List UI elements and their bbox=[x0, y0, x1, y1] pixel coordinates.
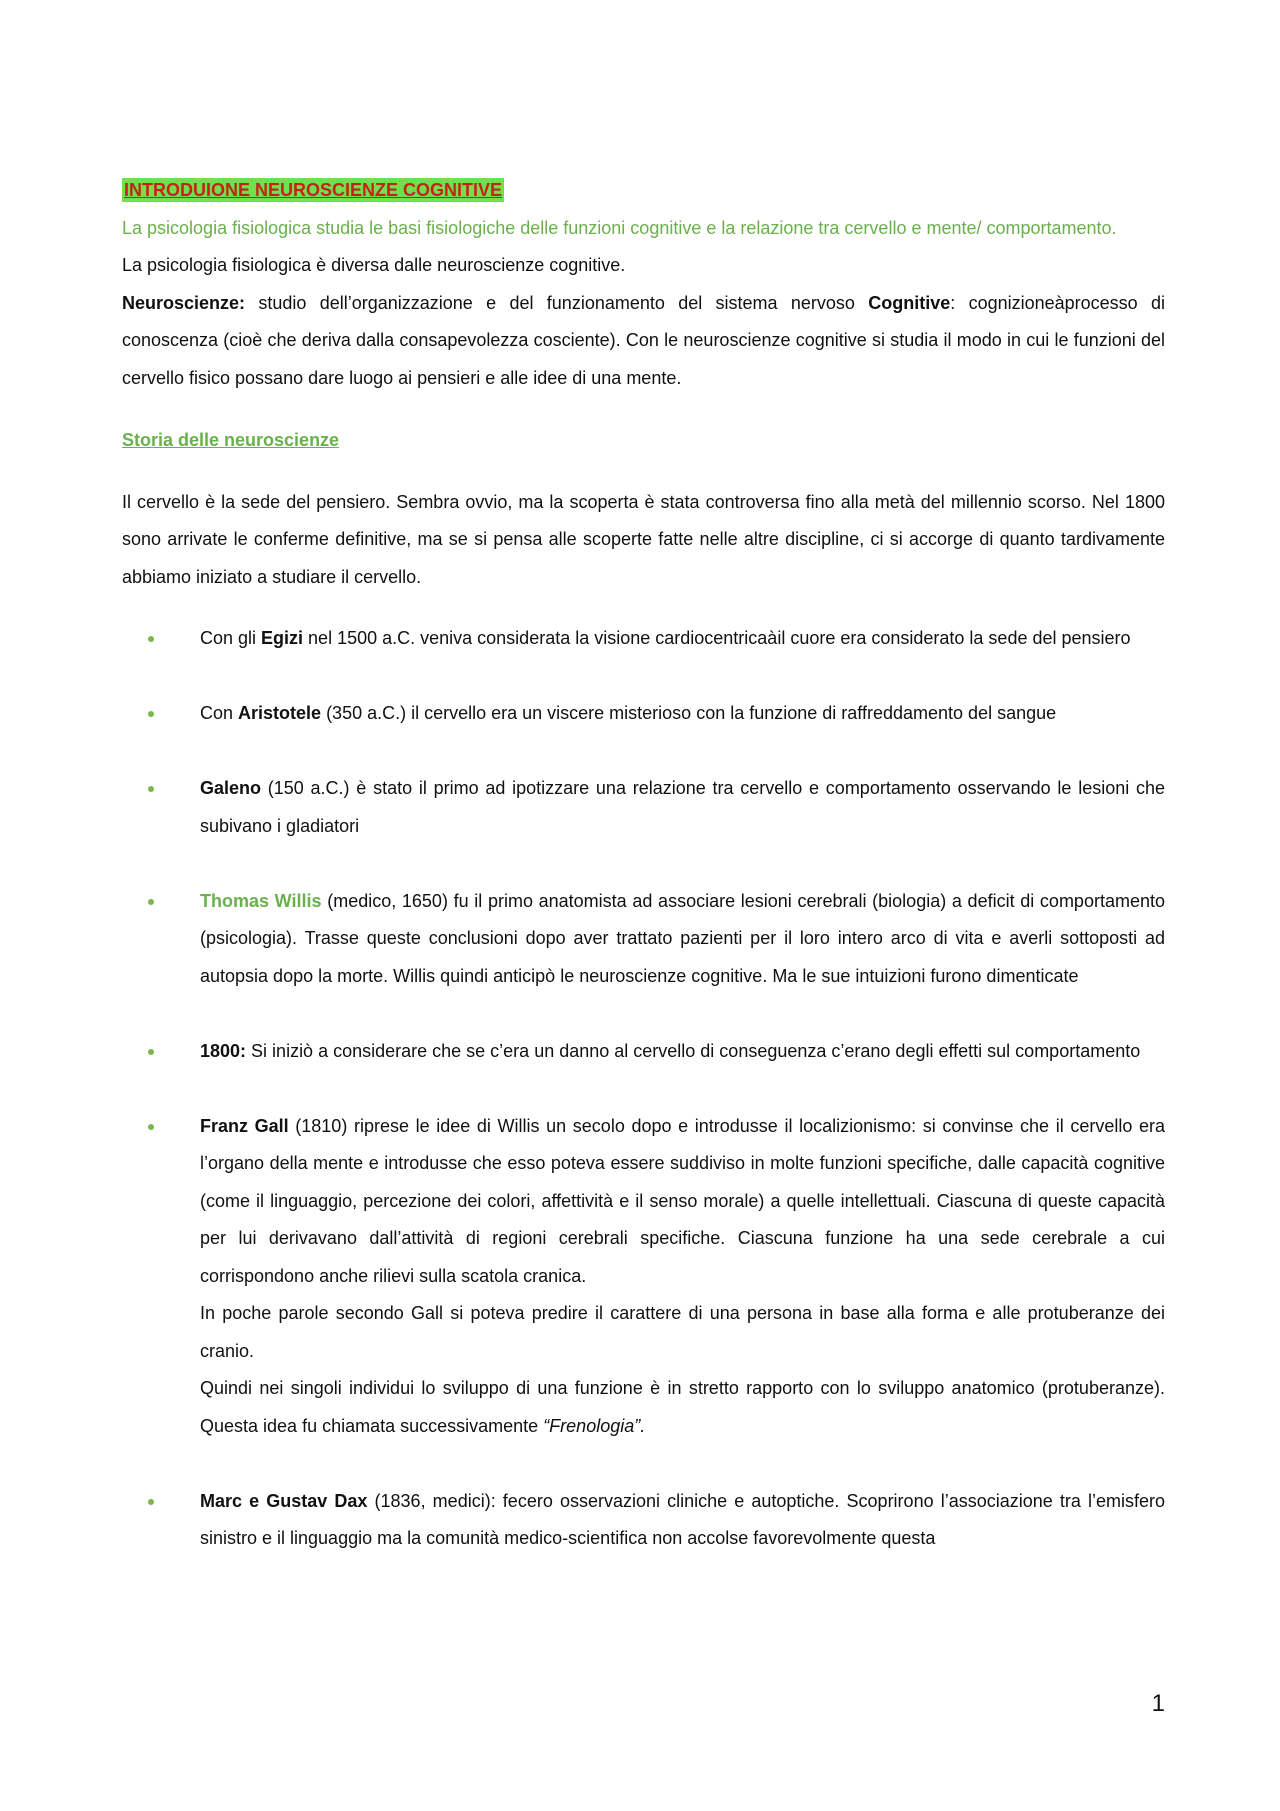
list-item-galeno: Galeno (150 a.C.) è stato il primo ad ipotizzare una relazione tra cervello e comportamento osservando le lesioni che subivano i gladiatori bbox=[122, 770, 1165, 845]
definitions-paragraph bbox=[122, 285, 1165, 398]
bullet-icon bbox=[148, 1049, 154, 1055]
list-item-1800: 1800: Si iniziò a considerare che se c’era un danno al cervello di conseguenza c’erano degli effetti sul comportamento bbox=[122, 1033, 1165, 1071]
bullet-icon bbox=[148, 899, 154, 905]
cognitive-label: Cognitive bbox=[868, 292, 951, 313]
gall-paragraph-3: Quindi nei singoli individui lo sviluppo di una funzione è in stretto rapporto con lo sviluppo anatomico (protuberanze). Questa idea fu chiamata successivamente bbox=[200, 1378, 1165, 1436]
neuroscienze-label: Neuroscienze: bbox=[122, 292, 246, 313]
document-title: INTRODUIONE NEUROSCIENZE COGNITIVE bbox=[124, 180, 503, 200]
list-item-dax: Marc e Gustav Dax (1836, medici): fecero osservazioni cliniche e autoptiche. Scoprirono l’associazione tra l’emisfero sinistro e il linguaggio ma la comunità medico-scientifica non accolse favorevolmente questa bbox=[122, 1483, 1165, 1558]
bullet-icon bbox=[148, 636, 154, 642]
bullet-icon bbox=[148, 786, 154, 792]
list-item-gall: Franz Gall (1810) riprese le idee di Willis un secolo dopo e introdusse il localizionismo: si convinse che il cervello era l’organo della mente e introdusse che esso poteva essere suddiviso in molte funzioni specifiche, dalle capacità cognitive (come il linguaggio, percezione dei colori, affettività e il senso morale) a quelle intellettuali. Ciascuna di queste capacità per lui derivavano dall’attività di regioni cerebrali specifiche. Ciascuna funzione ha una sede cerebrale a cui corrispondono anche rilievi sulla scatola cranica. In poche parole secondo Gall si poteva predire il carattere di una persona in base alla forma e alle protuberanze dei cranio. Quindi nei singoli individui lo sviluppo di una funzione è in stretto rapporto con lo sviluppo anatomico (protuberanze). Questa idea fu chiamata successivamente “Frenologia”. bbox=[122, 1108, 1165, 1446]
list-item-egizi: Con gli Egizi nel 1500 a.C. veniva considerata la visione cardiocentricaàil cuore era considerato la sede del pensiero bbox=[122, 620, 1165, 658]
list-item-willis: Thomas Willis (medico, 1650) fu il primo anatomista ad associare lesioni cerebrali (biologia) a deficit di comportamento (psicologia). Trasse queste conclusioni dopo aver trattato pazienti per il loro intero arco di vita e averli sottoposti ad autopsia dopo la morte. Willis quindi anticipò le neuroscienze cognitive. Ma le sue intuizioni furono dimenticate bbox=[122, 883, 1165, 996]
section-title-storia: Storia delle neuroscienze bbox=[122, 430, 340, 450]
frenologia-term: “Frenologia”. bbox=[543, 1415, 646, 1436]
intro-difference: La psicologia fisiologica è diversa dalle neuroscienze cognitive. bbox=[122, 255, 626, 275]
gall-paragraph-2: In poche parole secondo Gall si poteva predire il carattere di una persona in base alla forma e alle protuberanze dei cranio. bbox=[200, 1303, 1165, 1361]
history-intro: Il cervello è la sede del pensiero. Sembra ovvio, ma la scoperta è stata controversa fino alla metà del millennio scorso. Nel 1800 sono arrivate le conferme definitive, ma se si pensa alle scoperte fatte nelle altre discipline, ci si accorge di quanto tardivamente abbiamo iniziato a studiare il cervello. bbox=[122, 491, 1165, 587]
bullet-icon bbox=[148, 1124, 154, 1130]
document-page bbox=[122, 172, 1165, 1595]
intro-paragraph: La psicologia fisiologica studia le basi fisiologiche delle funzioni cognitive e la relazione tra cervello e mente/ comportamento. bbox=[122, 217, 1117, 238]
bullet-icon bbox=[148, 711, 154, 717]
neuroscienze-text: studio dell’organizzazione e del funzionamento del sistema nervoso bbox=[245, 292, 869, 313]
history-list bbox=[122, 620, 1165, 1558]
list-item-aristotele: Con Aristotele (350 a.C.) il cervello era un viscere misterioso con la funzione di raffreddamento del sangue bbox=[122, 695, 1165, 733]
cognitive-text: : cognizioneàprocesso di conoscenza (cioè che deriva dalla consapevolezza cosciente). Con le neuroscienze cognitive si studia il modo in cui le funzioni del cervello fisico possano dare luogo ai pensieri e alle idee di una mente. bbox=[122, 292, 1166, 388]
bullet-icon bbox=[148, 1499, 154, 1505]
page-number: 1 bbox=[1151, 1690, 1165, 1717]
